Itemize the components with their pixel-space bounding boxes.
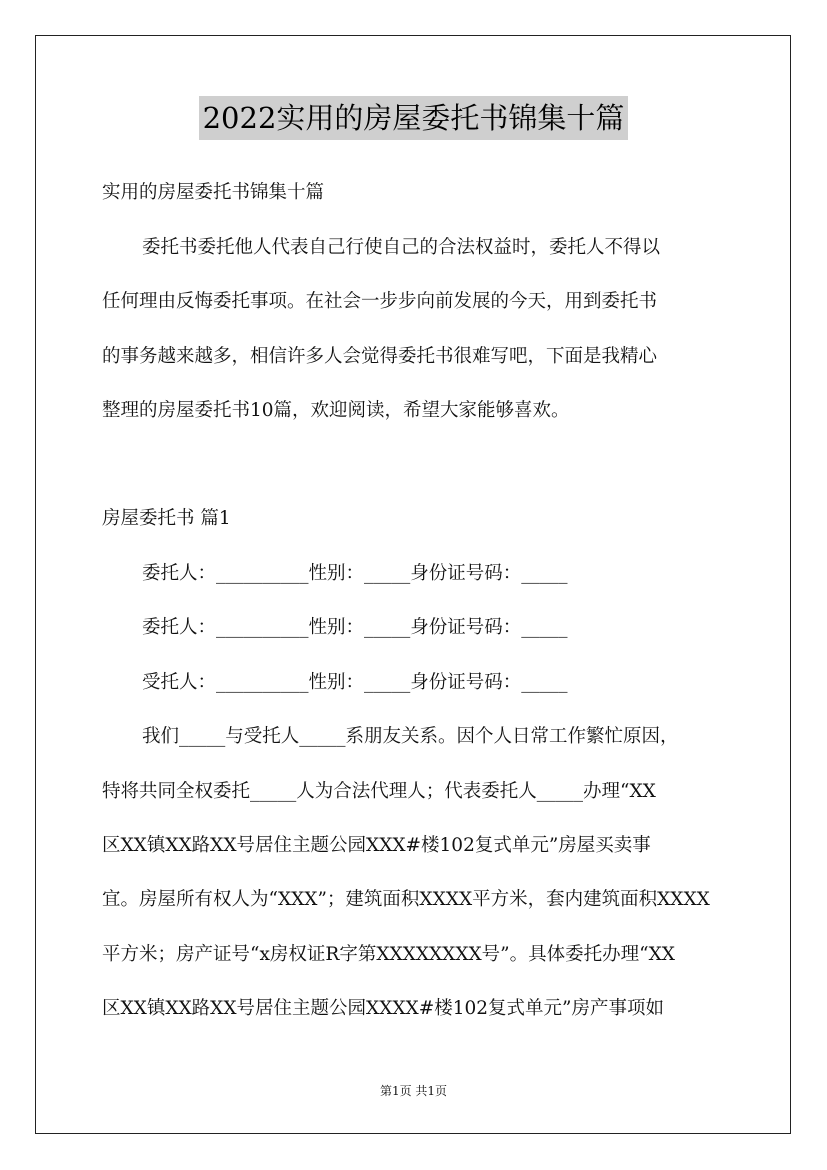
body-line-2: 特将共同全权委托_____人为合法代理人；代表委托人_____办理“XX — [102, 781, 656, 802]
body-line-5: 平方米；房产证号“x房权证R字第XXXXXXXX号”。具体委托办理“XX — [102, 944, 675, 965]
intro-line-2: 任何理由反悔委托事项。在社会一步步向前发展的今天，用到委托书 — [102, 291, 658, 312]
body-line-1: 我们_____与受托人_____系朋友关系。因个人日常工作繁忙原因， — [142, 726, 679, 747]
intro-line-3: 的事务越来越多，相信许多人会觉得委托书很难写吧，下面是我精心 — [102, 346, 658, 367]
intro-line-4: 整理的房屋委托书10篇，欢迎阅读，希望大家能够喜欢。 — [102, 400, 570, 421]
section-heading: 房屋委托书 篇1 — [102, 508, 231, 529]
form-line-agent: 受托人：__________性别：_____身份证号码：_____ — [142, 672, 568, 693]
body-line-3: 区XX镇XX路XX号居住主题公园XXX#楼102复式单元”房屋买卖事 — [102, 835, 651, 856]
page-footer: 第1页 共1页 — [379, 1084, 448, 1098]
document-title: 2022实用的房屋委托书锦集十篇 — [199, 96, 629, 140]
form-line-principal-1: 委托人：__________性别：_____身份证号码：_____ — [142, 563, 568, 584]
intro-line-1: 委托书委托他人代表自己行使自己的合法权益时，委托人不得以 — [142, 237, 661, 258]
body-line-4: 宜。房屋所有权人为“XXX”；建筑面积XXXX平方米，套内建筑面积XXXX — [102, 889, 710, 910]
title-container — [0, 96, 827, 140]
form-line-principal-2: 委托人：__________性别：_____身份证号码：_____ — [142, 617, 568, 638]
body-line-6: 区XX镇XX路XX号居住主题公园XXXX#楼102复式单元”房产事项如 — [102, 998, 664, 1019]
document-subtitle: 实用的房屋委托书锦集十篇 — [102, 182, 325, 203]
